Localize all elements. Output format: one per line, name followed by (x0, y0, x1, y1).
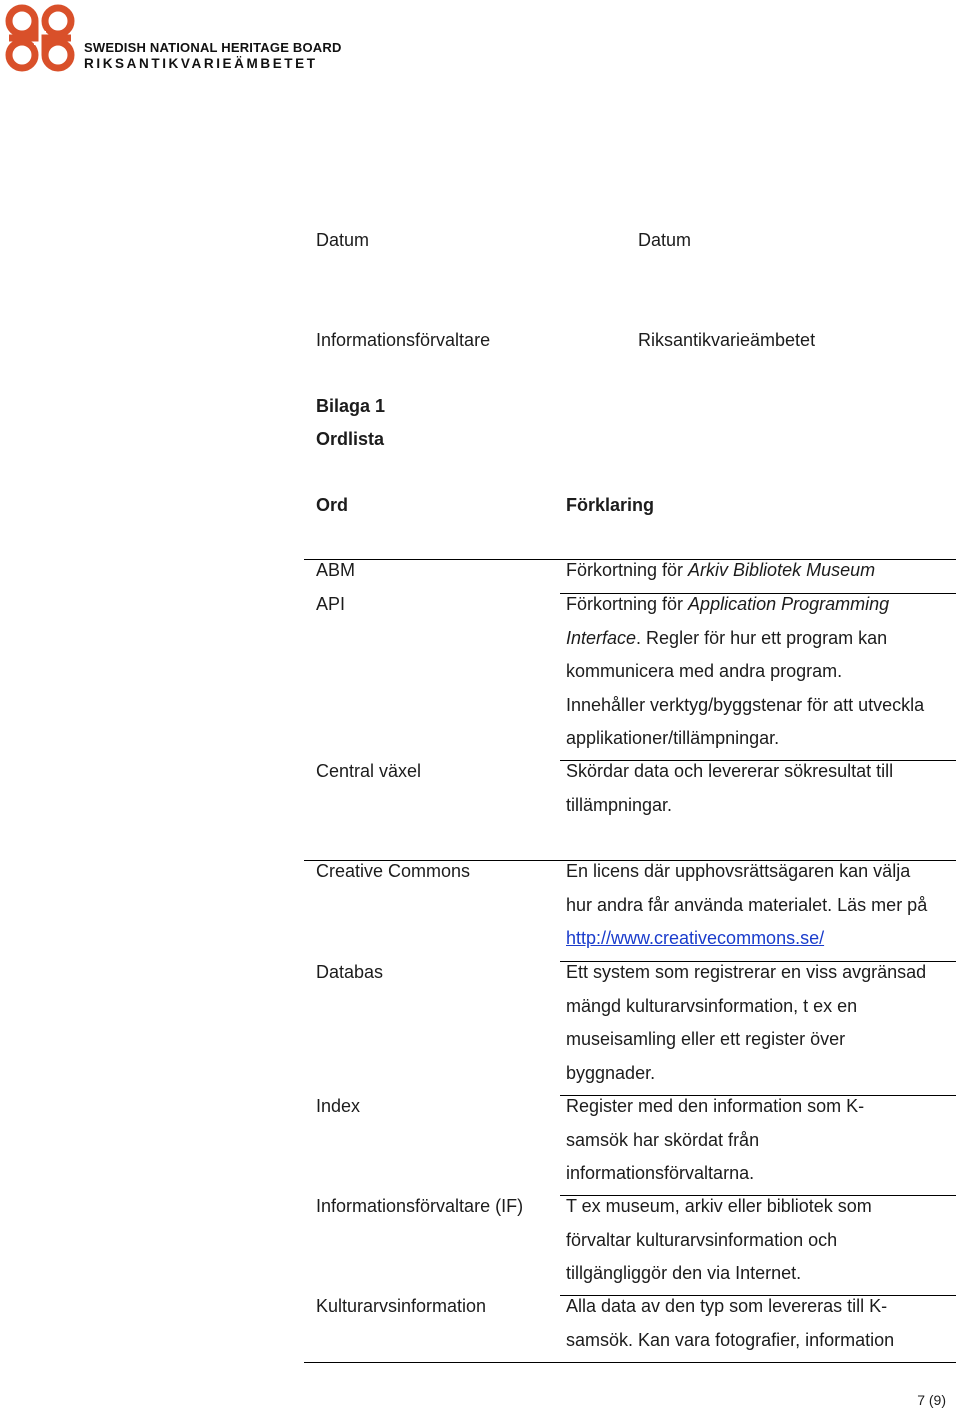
glossary-term: Central växel (316, 761, 422, 781)
left-party-label: Informationsförvaltare (316, 330, 491, 350)
logo-text-swedish: RIKSANTIKVARIEÄMBETET (84, 56, 318, 71)
appendix-title: Ordlista (316, 429, 385, 449)
right-party-label: Riksantikvarieämbetet (638, 330, 816, 350)
glossary-definition: En licens där upphovsrättsägaren kan välja hur andra får använda materialet. Läs mer på http://www.creativecommons.se/ (566, 861, 928, 948)
glossary-definition: Register med den information som K-samsök har skördat från informationsförvaltarna. (566, 1096, 865, 1183)
glossary-definition: T ex museum, arkiv eller bibliotek som förvaltar kulturarvsinformation och tillgängliggör den via Internet. (566, 1196, 872, 1283)
glossary-definition: Ett system som registrerar en viss avgränsad mängd kulturarvsinformation, t ex en museisamling eller ett register över byggnader. (566, 962, 927, 1083)
appendix-label: Bilaga 1 (316, 396, 386, 416)
glossary-term: Kulturarvsinformation (316, 1296, 487, 1316)
column-header-word: Ord (316, 495, 349, 515)
glossary-term: Informationsförvaltare (IF) (316, 1196, 524, 1216)
glossary-definition: Skördar data och levererar sökresultat till tillämpningar. (566, 761, 894, 815)
heritage-board-logo (4, 3, 342, 73)
quatrefoil-logo-icon (4, 3, 78, 73)
glossary-term: API (316, 594, 346, 614)
table-rule (304, 1362, 956, 1363)
logo-text-english: SWEDISH NATIONAL HERITAGE BOARD (84, 40, 342, 55)
page-number: 7 (9) (917, 1392, 946, 1408)
right-date-label: Datum (638, 230, 692, 250)
glossary-definition: Alla data av den typ som levereras till K-samsök. Kan vara fotografier, information (566, 1296, 895, 1350)
glossary-term: ABM (316, 560, 356, 580)
glossary-definition: Förkortning för Application Programming Interface. Regler för hur ett program kan kommunicera med andra program. Innehåller verktyg/byggstenar för att utveckla applikationer/tillämpningar. (566, 594, 925, 748)
glossary-term: Creative Commons (316, 861, 471, 881)
glossary-term: Databas (316, 962, 384, 982)
creative-commons-link[interactable]: http://www.creativecommons.se/ (566, 928, 825, 948)
left-date-label: Datum (316, 230, 370, 250)
glossary-term: Index (316, 1096, 361, 1116)
column-header-explanation: Förklaring (566, 495, 655, 515)
glossary-definition: Förkortning för Arkiv Bibliotek Museum (566, 560, 876, 580)
